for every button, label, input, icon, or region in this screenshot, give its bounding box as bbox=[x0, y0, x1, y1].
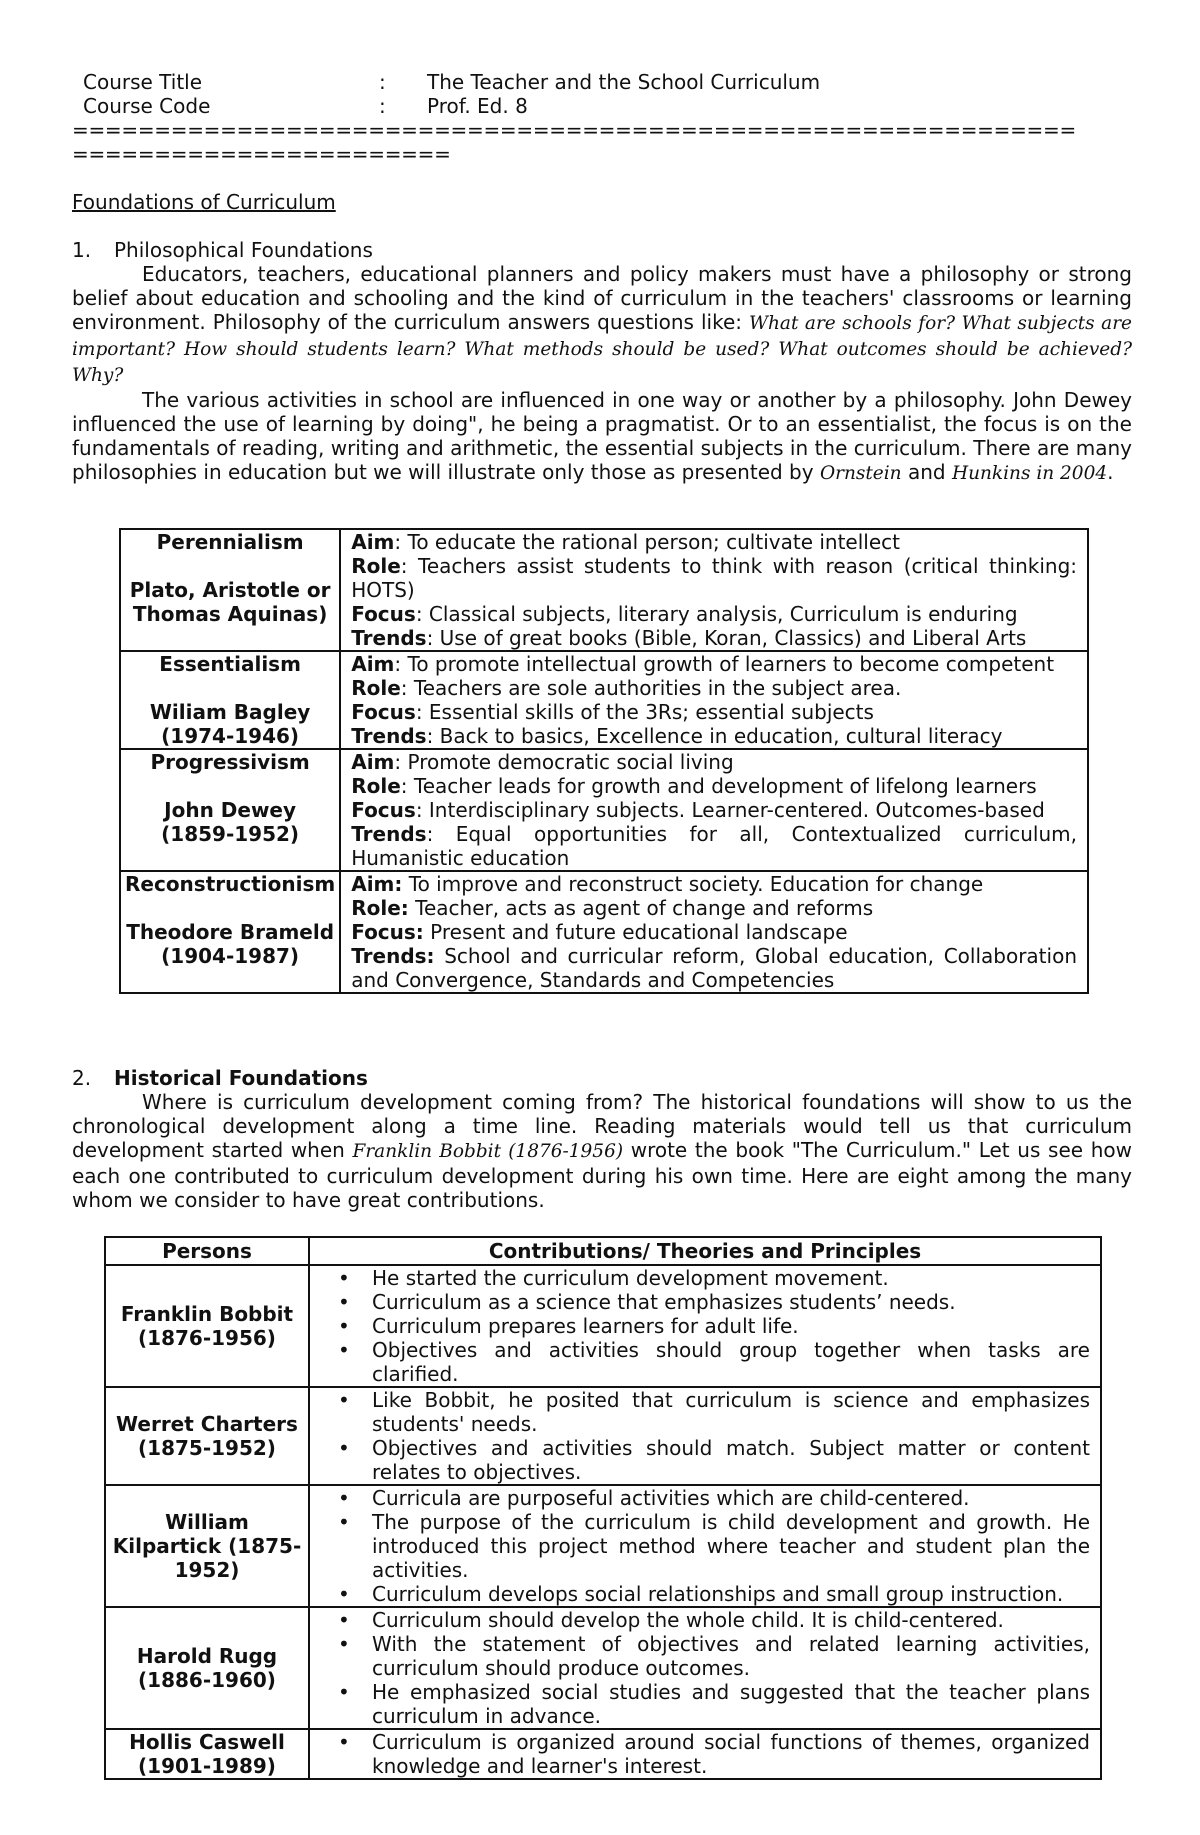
trends-label: Trends bbox=[351, 626, 427, 650]
role-label: Role bbox=[351, 676, 401, 700]
contribution-item: • Curriculum as a science that emphasizes students’ needs. bbox=[332, 1290, 1090, 1314]
history-row bbox=[105, 1265, 1101, 1387]
history-row bbox=[105, 1387, 1101, 1485]
section-2-heading bbox=[72, 1066, 1132, 1090]
course-title-label: Course Title bbox=[83, 70, 203, 94]
aim-label: Aim bbox=[351, 750, 395, 774]
course-code-label: Course Code bbox=[83, 94, 211, 118]
person-name: William Kilpartick (1875-1952) bbox=[105, 1485, 309, 1607]
paragraph-text: Where is curriculum development coming from? The historical foundations will show to us the chronological development along a time line. Reading materials would tell us that curriculum development started when bbox=[72, 1090, 1132, 1162]
focus-label: Focus bbox=[351, 700, 416, 724]
contributions-cell bbox=[309, 1387, 1101, 1485]
contribution-item: • Curriculum develops social relationships and small group instruction. bbox=[332, 1582, 1090, 1606]
contribution-item: • He emphasized social studies and suggested that the teacher plans curriculum in advance. bbox=[332, 1680, 1090, 1728]
philosophy-focus bbox=[351, 602, 1077, 626]
trends-label: Trends bbox=[351, 822, 427, 846]
focus-text: : Interdisciplinary subjects. Learner-centered. Outcomes-based bbox=[415, 798, 1045, 822]
philosophy-name-cell bbox=[120, 529, 340, 651]
contribution-item: • Curriculum prepares learners for adult life. bbox=[332, 1314, 1090, 1338]
role-text: : Teachers assist students to think with reason (critical thinking: HOTS) bbox=[351, 554, 1077, 602]
person-name: Harold Rugg (1886-1960) bbox=[105, 1607, 309, 1729]
section-2-paragraph bbox=[72, 1090, 1132, 1212]
philosophy-row bbox=[120, 871, 1088, 993]
section-1-paragraph-1 bbox=[72, 262, 1132, 388]
contribution-item: • Curriculum is organized around social functions of themes, organized knowledge and learner's interest. bbox=[332, 1730, 1090, 1778]
philosophy-aim bbox=[351, 872, 1077, 896]
contribution-item: • Curricula are purposeful activities which are child-centered. bbox=[332, 1486, 1090, 1510]
contributions-list bbox=[332, 1266, 1090, 1386]
section-2-number: 2. bbox=[72, 1066, 92, 1090]
philosophies-table bbox=[119, 528, 1089, 994]
aim-text: : To educate the rational person; cultivate intellect bbox=[394, 530, 900, 554]
philosophy-name-cell bbox=[120, 651, 340, 749]
philosophy-focus bbox=[351, 798, 1077, 822]
history-row bbox=[105, 1729, 1101, 1779]
paragraph-end: wrote the book "The Curriculum." Let us see how each one contributed to curriculum development during his own time. Here are eight among the many whom we consider to have great contributions. bbox=[72, 1138, 1132, 1212]
document-title: Foundations of Curriculum bbox=[72, 190, 336, 214]
contributions-cell bbox=[309, 1607, 1101, 1729]
philosophy-row bbox=[120, 651, 1088, 749]
aim-label: Aim bbox=[351, 652, 395, 676]
philosophy-trends bbox=[351, 944, 1077, 992]
role-label: Role: bbox=[351, 896, 409, 920]
role-label: Role bbox=[351, 554, 401, 578]
contribution-item: • Curriculum should develop the whole child. It is child-centered. bbox=[332, 1608, 1090, 1632]
contribution-item: • Objectives and activities should group together when tasks are clarified. bbox=[332, 1338, 1090, 1386]
citation-author-1: Ornstein bbox=[819, 463, 902, 484]
citation-author-2: Hunkins in 2004 bbox=[951, 463, 1108, 484]
citation-joiner: and bbox=[901, 460, 952, 484]
course-title-row bbox=[72, 70, 1132, 94]
philosophy-name-cell bbox=[120, 871, 340, 993]
contributions-list bbox=[332, 1388, 1090, 1484]
aim-text: : To promote intellectual growth of learners to become competent bbox=[394, 652, 1055, 676]
person-name: Hollis Caswell (1901-1989) bbox=[105, 1729, 309, 1779]
aim-text: : Promote democratic social living bbox=[394, 750, 734, 774]
philosophy-focus bbox=[351, 920, 1077, 944]
focus-text: : Essential skills of the 3Rs; essential subjects bbox=[415, 700, 874, 724]
philosophy-name: Progressivism bbox=[150, 750, 310, 774]
contributions-list bbox=[332, 1486, 1090, 1606]
paragraph-text: Educators, teachers, educational planners and policy makers must have a philosophy or strong belief about education and schooling and the kind of curriculum in the teachers' classrooms or learning environment. Philosophy of the curriculum answers questions like: bbox=[72, 262, 1132, 334]
contribution-item: • The purpose of the curriculum is child development and growth. He introduced this project method where teacher and student plan the activities. bbox=[332, 1510, 1090, 1582]
course-title-value: The Teacher and the School Curriculum bbox=[427, 70, 821, 94]
course-title-separator: : bbox=[379, 70, 386, 94]
philosophy-row bbox=[120, 749, 1088, 871]
philosophy-proponent: Theodore Brameld (1904-1987) bbox=[126, 920, 335, 968]
trends-label: Trends: bbox=[351, 944, 435, 968]
philosophy-name-cell bbox=[120, 749, 340, 871]
philosophy-aim bbox=[351, 652, 1077, 676]
philosophy-name: Reconstructionism bbox=[125, 872, 336, 896]
paragraph-text: The various activities in school are influenced in one way or another by a philosophy. John Dewey influenced the use of learning by doing", he being a pragmatist. Or to an essentialist, the focus is on the fundamentals of reading, writing and arithmetic, the essential subjects in the curriculum. There are many philosophies in education but we will illustrate only those as presented by bbox=[72, 388, 1132, 484]
aim-text: To improve and reconstruct society. Education for change bbox=[402, 872, 984, 896]
philosophy-details-cell bbox=[340, 529, 1088, 651]
course-code-value: Prof. Ed. 8 bbox=[427, 94, 528, 118]
paragraph-questions: What are schools for? What subjects are important? How should students learn? What methods should be used? What outcomes should be achieved? Why? bbox=[72, 313, 1132, 386]
philosophy-proponent: Plato, Aristotle or Thomas Aquinas) bbox=[129, 578, 331, 626]
philosophy-row bbox=[120, 529, 1088, 651]
philosophy-proponent: Wiliam Bagley (1974-1946) bbox=[149, 700, 311, 748]
philosophy-trends bbox=[351, 626, 1077, 650]
philosophy-role bbox=[351, 554, 1077, 602]
contributions-column-header: Contributions/ Theories and Principles bbox=[309, 1237, 1101, 1265]
person-name: Franklin Bobbit (1876-1956) bbox=[105, 1265, 309, 1387]
history-table-header-row bbox=[105, 1237, 1101, 1265]
philosophy-name: Perennialism bbox=[156, 530, 304, 554]
document-page bbox=[72, 70, 1132, 486]
history-row bbox=[105, 1485, 1101, 1607]
focus-text: : Classical subjects, literary analysis, Curriculum is enduring bbox=[415, 602, 1018, 626]
focus-text: Present and future educational landscape bbox=[423, 920, 848, 944]
paragraph-end: . bbox=[1107, 460, 1114, 484]
contributions-cell bbox=[309, 1729, 1101, 1779]
trends-text: : Equal opportunities for all, Contextualized curriculum, Humanistic education bbox=[351, 822, 1077, 870]
philosophy-details-cell bbox=[340, 651, 1088, 749]
contribution-item: • With the statement of objectives and related learning activities, curriculum should produce outcomes. bbox=[332, 1632, 1090, 1680]
role-text: : Teachers are sole authorities in the subject area. bbox=[400, 676, 902, 700]
contribution-item: • Objectives and activities should match. Subject matter or content relates to objectives. bbox=[332, 1436, 1090, 1484]
citation-franklin-bobbit: Franklin Bobbit (1876-1956) bbox=[352, 1141, 624, 1162]
philosophy-details-cell bbox=[340, 749, 1088, 871]
contributions-list bbox=[332, 1730, 1090, 1778]
section-1-paragraph-2 bbox=[72, 388, 1132, 486]
philosophy-aim bbox=[351, 750, 1077, 774]
philosophy-role bbox=[351, 896, 1077, 920]
trends-text: : Back to basics, Excellence in education, cultural literacy bbox=[426, 724, 1003, 748]
persons-column-header: Persons bbox=[105, 1237, 309, 1265]
course-code-row bbox=[72, 94, 1132, 118]
philosophy-role bbox=[351, 676, 1077, 700]
philosophy-proponent: John Dewey (1859-1952) bbox=[161, 798, 300, 846]
section-1-number: 1. bbox=[72, 238, 92, 262]
focus-label: Focus bbox=[351, 602, 416, 626]
philosophy-aim bbox=[351, 530, 1077, 554]
philosophy-details-cell bbox=[340, 871, 1088, 993]
trends-label: Trends bbox=[351, 724, 427, 748]
contributions-cell bbox=[309, 1485, 1101, 1607]
philosophy-role bbox=[351, 774, 1077, 798]
trends-text: School and curricular reform, Global education, Collaboration and Convergence, Standards and Competencies bbox=[351, 944, 1077, 992]
philosophy-trends bbox=[351, 724, 1077, 748]
aim-label: Aim bbox=[351, 530, 395, 554]
focus-label: Focus: bbox=[351, 920, 424, 944]
focus-label: Focus bbox=[351, 798, 416, 822]
philosophy-focus bbox=[351, 700, 1077, 724]
contributions-cell bbox=[309, 1265, 1101, 1387]
contributions-list bbox=[332, 1608, 1090, 1728]
role-text: Teacher, acts as agent of change and reforms bbox=[408, 896, 874, 920]
history-row bbox=[105, 1607, 1101, 1729]
course-code-separator: : bbox=[379, 94, 386, 118]
contribution-item: • Like Bobbit, he posited that curriculum is science and emphasizes students' needs. bbox=[332, 1388, 1090, 1436]
divider-rule-2: ======================= bbox=[72, 142, 451, 166]
person-name: Werret Charters (1875-1952) bbox=[105, 1387, 309, 1485]
history-table bbox=[104, 1236, 1102, 1780]
section-2-title: Historical Foundations bbox=[114, 1066, 368, 1090]
section-2 bbox=[72, 1066, 1132, 1212]
section-1-heading bbox=[72, 238, 1132, 262]
philosophy-trends bbox=[351, 822, 1077, 870]
role-label: Role bbox=[351, 774, 401, 798]
contribution-item: • He started the curriculum development movement. bbox=[332, 1266, 1090, 1290]
section-1-title: Philosophical Foundations bbox=[114, 238, 373, 262]
divider-rule-1: ============================================================= bbox=[72, 118, 1076, 142]
aim-label: Aim: bbox=[351, 872, 403, 896]
philosophy-name: Essentialism bbox=[159, 652, 301, 676]
trends-text: : Use of great books (Bible, Koran, Classics) and Liberal Arts bbox=[426, 626, 1027, 650]
role-text: : Teacher leads for growth and development of lifelong learners bbox=[400, 774, 1037, 798]
